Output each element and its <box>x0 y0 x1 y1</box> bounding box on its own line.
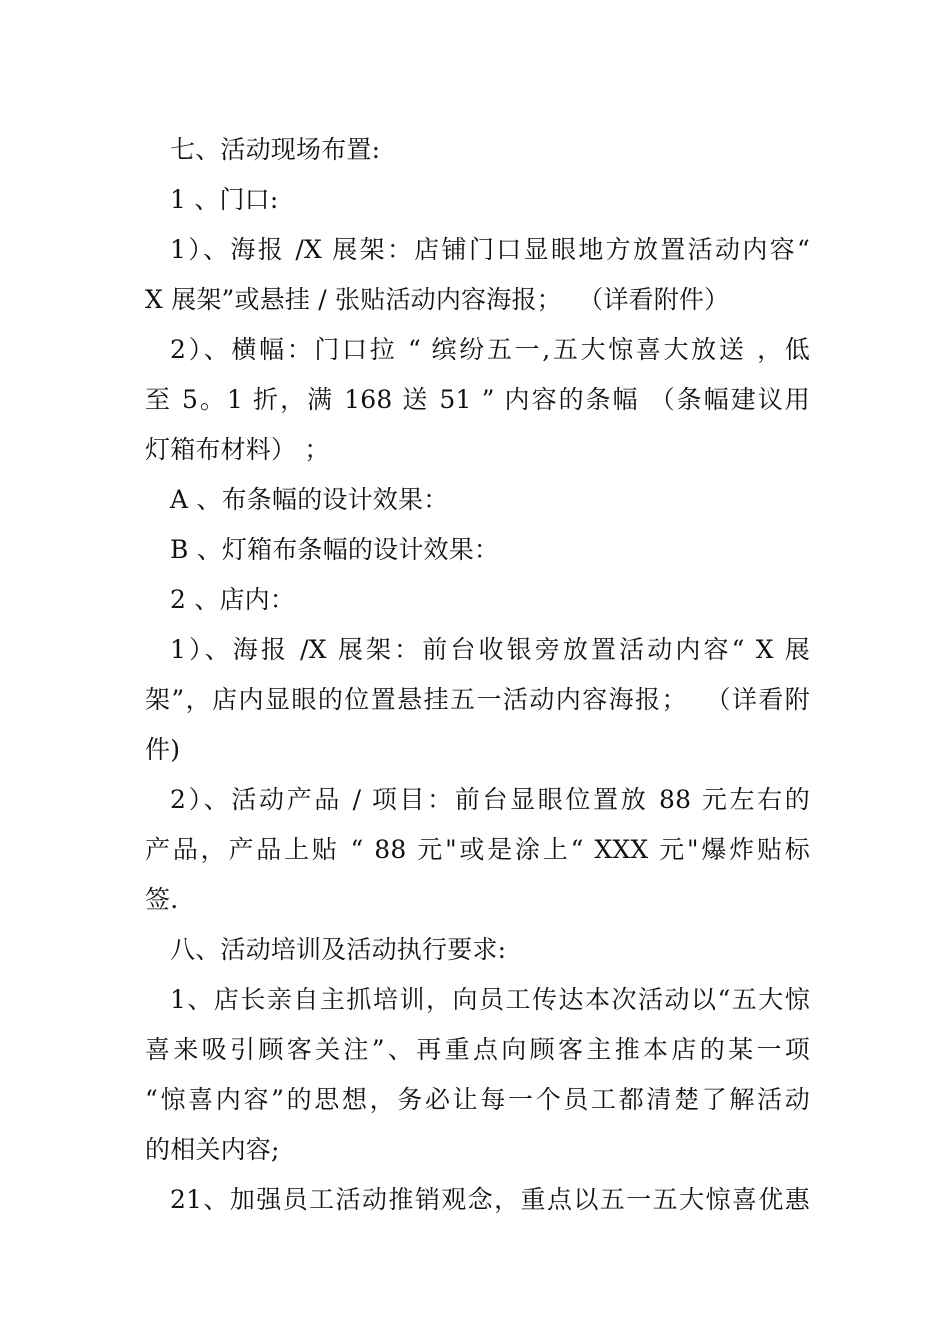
paragraph-line: 2）、横幅：门口拉 “ 缤纷五一,五大惊喜大放送 ，低 <box>170 335 810 364</box>
paragraph-line: 1）、海报 /X 展架：前台收银旁放置活动内容“ X 展 <box>170 635 810 664</box>
paragraph-line: 1、店长亲自主抓培训，向员工传达本次活动以“五大惊 <box>170 985 810 1014</box>
subheading-entrance: 1 、门口: <box>170 185 279 214</box>
section-heading-7: 七、活动现场布置: <box>170 135 381 164</box>
paragraph-line: 件) <box>145 735 181 764</box>
paragraph-line: 的相关内容; <box>145 1135 280 1164</box>
paragraph-line: 喜来吸引顾客关注”、再重点向顾客主推本店的某一项 <box>145 1035 810 1064</box>
paragraph-line: 1）、海报 /X 展架：店铺门口显眼地方放置活动内容“ <box>170 235 810 264</box>
section-heading-8: 八、活动培训及活动执行要求: <box>170 935 507 964</box>
paragraph-line: 产品，产品上贴 “ 88 元"或是涂上“ XXX 元"爆炸贴标 <box>145 835 810 864</box>
paragraph-line: X 展架”或悬挂 / 张贴活动内容海报； （详看附件） <box>145 285 730 314</box>
paragraph-line: 签. <box>145 885 179 914</box>
list-item-a: A 、布条幅的设计效果： <box>170 485 449 514</box>
paragraph-line: 至 5。1 折，满 168 送 51 ” 内容的条幅 （条幅建议用 <box>145 385 810 414</box>
list-item-b: B 、灯箱布条幅的设计效果： <box>170 535 500 564</box>
paragraph-line: 灯箱布材料） ； <box>145 435 330 464</box>
paragraph-line: 21、加强员工活动推销观念，重点以五一五大惊喜优惠 <box>170 1185 810 1214</box>
subheading-instore: 2 、店内： <box>170 585 296 614</box>
paragraph-line: 架”，店内显眼的位置悬挂五一活动内容海报； （详看附 <box>145 685 810 714</box>
paragraph-line: “惊喜内容”的思想，务必让每一个员工都清楚了解活动 <box>145 1085 810 1114</box>
paragraph-line: 2）、活动产品 / 项目：前台显眼位置放 88 元左右的 <box>170 785 810 814</box>
